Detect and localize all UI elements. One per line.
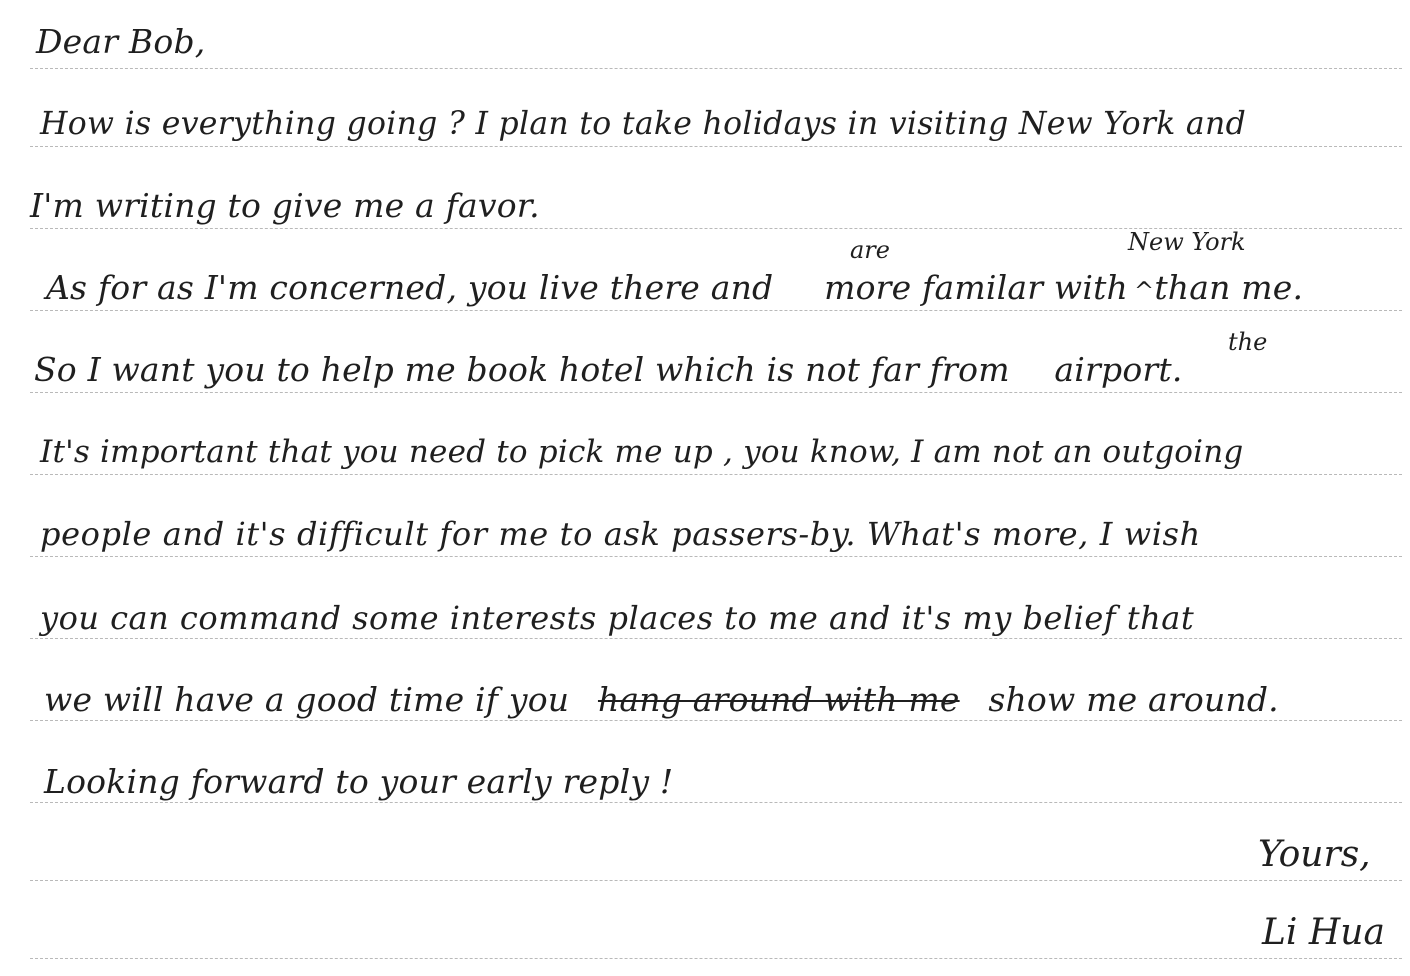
insert-new-york: New York: [1128, 228, 1246, 256]
letter-line-3-middle: more familar with: [824, 268, 1128, 307]
ruled-line: [30, 720, 1402, 721]
ruled-line: [30, 556, 1402, 557]
insert-the: the: [1228, 328, 1268, 356]
signature: Li Hua: [1262, 912, 1385, 953]
insertion-caret: ^: [1134, 277, 1155, 305]
closing: Yours,: [1258, 834, 1371, 875]
letter-line-7: you can command some interests places to me and it's my belief that: [40, 599, 1195, 637]
letter-line-2: I'm writing to give me a favor.: [30, 186, 540, 225]
salutation: Dear Bob,: [36, 22, 206, 61]
struck-out-text: hang around with me: [597, 680, 960, 719]
ruled-line: [30, 880, 1402, 881]
ruled-line: [30, 146, 1402, 147]
letter-line-8-end: show me around.: [988, 680, 1279, 719]
letter-line-9: Looking forward to your early reply !: [44, 762, 674, 801]
letter-line-4-start: So I want you to help me book hotel which is not far from: [34, 350, 1010, 389]
ruled-line: [30, 392, 1402, 393]
ruled-line: [30, 474, 1402, 475]
ruled-line: [30, 638, 1402, 639]
letter-line-8: [44, 680, 1279, 720]
letter-line-3-end: than me.: [1154, 268, 1304, 307]
ruled-line: [30, 68, 1402, 69]
letter-line-3-start: As for as I'm concerned, you live there and: [46, 268, 774, 307]
letter-line-4: [34, 350, 1183, 390]
letter-line-4-end: airport.: [1054, 350, 1183, 389]
letter-line-5: It's important that you need to pick me up , you know, I am not an outgoing: [40, 434, 1244, 470]
letter-line-8-start: we will have a good time if you: [44, 680, 570, 719]
letter-line-1: How is everything going ? I plan to take holidays in visiting New York and: [40, 106, 1247, 142]
ruled-line: [30, 958, 1402, 959]
ruled-line: [30, 802, 1402, 803]
insert-are: are: [850, 236, 890, 264]
letter-line-6: people and it's difficult for me to ask passers-by. What's more, I wish: [40, 515, 1201, 553]
letter-line-3: [46, 268, 1303, 311]
